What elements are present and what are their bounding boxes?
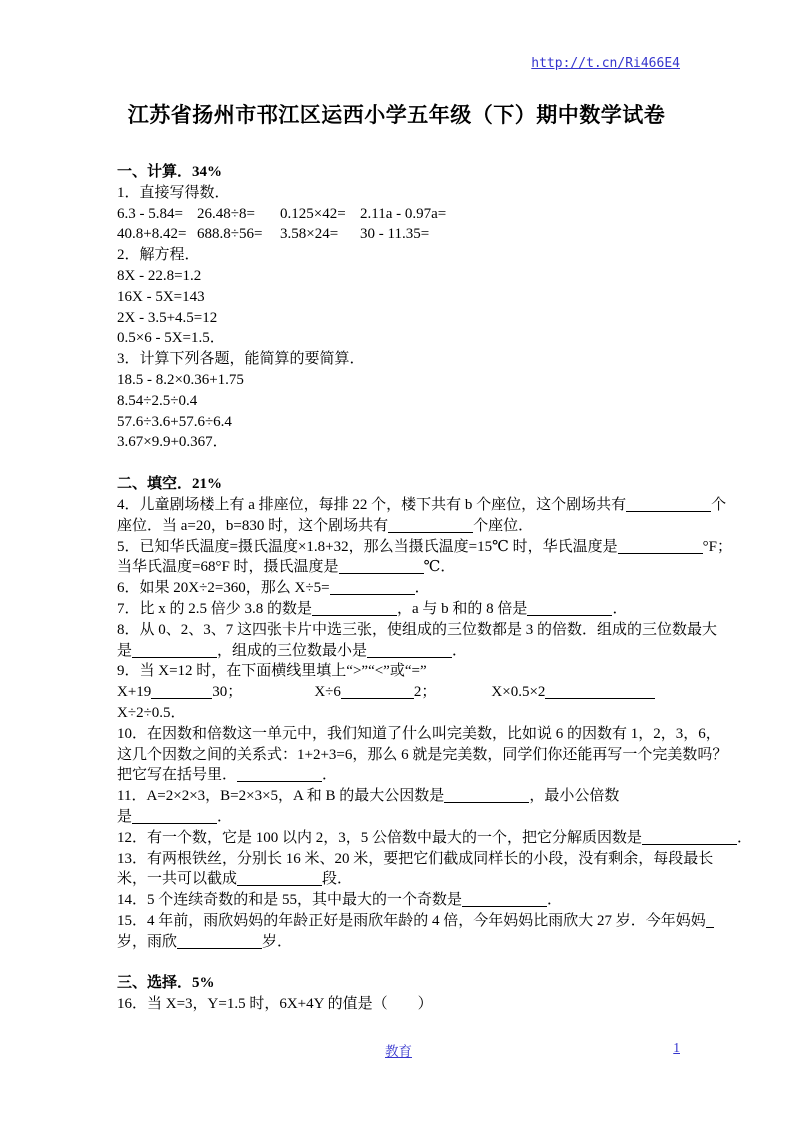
answer-blank xyxy=(462,891,547,907)
exam-line xyxy=(117,557,680,578)
exam-line xyxy=(117,682,680,703)
text-run: 是 xyxy=(117,808,133,825)
exam-line xyxy=(117,849,714,870)
text-run: 是 xyxy=(117,642,133,659)
spacer xyxy=(242,695,314,696)
text-run: 14．5 个连续奇数的和是 55，其中最大的一个奇数是 xyxy=(117,892,463,909)
exam-line xyxy=(117,932,680,953)
answer-blank xyxy=(626,496,711,512)
text-run: 个 xyxy=(711,496,727,513)
text-run: 12．有一个数，它是 100 以内 2，3，5 公倍数中最大的一个，把它分解质因数是 xyxy=(117,829,643,846)
page-footer xyxy=(117,1040,680,1060)
text-run: 8．从 0、2、3、7 这四张卡片中选三张，使组成的三位数都是 3 的倍数．组成的三位数最大 xyxy=(117,621,718,638)
text-run: ，a 与 b 和的 8 倍是 xyxy=(397,600,528,617)
section-heading: 二、填空．21% xyxy=(117,476,223,493)
text-run: 这几个因数之间的关系式：1+2+3=6，那么 6 就是完美数，同学们你还能再写一个完美数吗？ xyxy=(117,746,728,763)
answer-blank xyxy=(444,787,529,803)
text-run: X+19 xyxy=(117,684,152,701)
text-run: 米，一共可以截成 xyxy=(117,871,238,888)
answer-blank xyxy=(312,600,397,616)
exam-line xyxy=(117,349,680,370)
exam-line xyxy=(117,578,680,599)
text-run: 座位．当 a=20，b=830 时，这个剧场共有 xyxy=(117,517,389,534)
text-run: 岁，雨欣 xyxy=(117,933,178,950)
answer-blank xyxy=(330,579,415,595)
text-run: 段． xyxy=(322,871,353,888)
exam-line xyxy=(117,287,680,308)
text-run: ． xyxy=(452,642,468,659)
text-run: 岁． xyxy=(262,933,293,950)
exam-line xyxy=(117,890,680,911)
text-run: °F； xyxy=(702,538,732,555)
top-url-link[interactable]: http://t.cn/Ri466E4 xyxy=(531,56,680,71)
text-run: 3．计算下列各题，能简算的要简算． xyxy=(117,351,365,368)
text-run: ． xyxy=(322,767,338,784)
answer-blank xyxy=(132,642,217,658)
text-run: 2．解方程． xyxy=(117,247,200,264)
text-run: 当华氏温度=68°F 时，摄氏温度是 xyxy=(117,559,339,576)
answer-blank xyxy=(339,558,424,574)
text-run: ，组成的三位数最小是 xyxy=(217,642,368,659)
calc-expression: 3.58×24= xyxy=(280,226,339,243)
text-run: 7．比 x 的 2.5 倍少 3.8 的数是 xyxy=(117,600,313,617)
text-run: 4．儿童剧场楼上有 a 排座位，每排 22 个，楼下共有 b 个座位，这个剧场共有 xyxy=(117,496,627,513)
answer-blank xyxy=(151,683,212,699)
calc-expression: 6.3 - 5.84= xyxy=(117,205,183,222)
text-run: 13．有两根铁丝，分别长 16 米、20 米，要把它们截成同样长的小段，没有剩余，每段最长 xyxy=(117,850,714,867)
text-run: 把它写在括号里． xyxy=(117,767,238,784)
text-run: 18.5 - 8.2×0.36+1.75 xyxy=(117,371,244,388)
text-run: 15．4 年前，雨欣妈妈的年龄正好是雨欣年龄的 4 倍，今年妈妈比雨欣大 27 岁．今年妈妈 xyxy=(117,912,706,929)
exam-line xyxy=(117,661,680,682)
exam-line xyxy=(117,620,718,641)
exam-line xyxy=(117,994,680,1015)
section-heading: 一、计算．34% xyxy=(117,164,223,180)
text-run: 8.54÷2.5÷0.4 xyxy=(117,392,198,409)
answer-blank xyxy=(642,829,737,845)
footer-education-link[interactable]: 教育 xyxy=(385,1044,412,1059)
text-run: 10．在因数和倍数这一单元中，我们知道了什么叫完美数，比如说 6 的因数有 1，2，3，6， xyxy=(117,725,721,742)
exam-line xyxy=(117,391,680,412)
exam-line xyxy=(117,412,680,433)
text-run: 3.67×9.9+0.367． xyxy=(117,434,228,451)
exam-line xyxy=(117,328,680,349)
answer-blank xyxy=(341,683,414,699)
answer-blank xyxy=(618,538,703,554)
text-run: 16．当 X=3，Y=1.5 时，6X+4Y 的值是（ ） xyxy=(117,996,433,1013)
text-run: 11．A=2×2×3，B=2×3×5，A 和 B 的最大公因数是 xyxy=(117,788,445,805)
exam-line xyxy=(117,370,680,391)
answer-blank xyxy=(237,766,322,782)
text-run: 个座位． xyxy=(473,517,534,534)
section-gap xyxy=(117,453,680,474)
calc-expression: 2.11a - 0.97a= xyxy=(360,205,447,222)
text-run: ℃． xyxy=(423,559,456,576)
exam-line xyxy=(117,266,680,287)
answer-blank xyxy=(706,912,714,928)
text-run: 30； xyxy=(212,684,243,701)
answer-blank xyxy=(367,642,452,658)
calc-expression: 0.125×42= xyxy=(280,205,346,222)
page-title: 江苏省扬州市邗江区运西小学五年级（下）期中数学试卷 xyxy=(127,103,666,127)
section-heading: 三、选择．5% xyxy=(117,975,215,992)
text-run: 9．当 X=12 时，在下面横线里填上“>”“<”或“=” xyxy=(117,663,427,680)
exam-line xyxy=(117,308,680,329)
answer-blank xyxy=(132,808,217,824)
exam-line xyxy=(117,807,680,828)
exam-line xyxy=(117,641,680,662)
exam-line xyxy=(117,245,680,266)
text-run: X÷2÷0.5． xyxy=(117,704,186,721)
exam-line xyxy=(117,495,727,516)
text-run: X×0.5×2 xyxy=(491,684,546,701)
spacer xyxy=(436,695,491,696)
exam-line xyxy=(117,765,680,786)
text-run: 5．已知华氏温度=摄氏温度×1.8+32，那么当摄氏温度=15℃ 时，华氏温度是 xyxy=(117,538,618,555)
calc-expression: 26.48÷8= xyxy=(197,205,255,222)
text-run: ． xyxy=(547,892,563,909)
text-run: ． xyxy=(414,580,430,597)
text-run: 8X - 22.8=1.2 xyxy=(117,267,202,284)
exam-line xyxy=(117,786,680,807)
answer-blank xyxy=(177,933,262,949)
text-run: X÷6 xyxy=(314,684,341,701)
exam-line xyxy=(117,599,680,620)
section-gap xyxy=(117,952,680,973)
text-run: 2X - 3.5+4.5=12 xyxy=(117,309,218,326)
text-run: 2； xyxy=(413,684,437,701)
text-run: ． xyxy=(612,600,628,617)
calc-expression: 30 - 11.35= xyxy=(360,226,430,243)
calc-expression: 688.8÷56= xyxy=(197,226,263,243)
exam-line xyxy=(117,828,753,849)
exam-line xyxy=(117,911,706,932)
exam-line xyxy=(117,537,732,558)
text-run: ，最小公倍数 xyxy=(529,788,620,805)
exam-line xyxy=(117,724,721,745)
calc-expression: 40.8+8.42= xyxy=(117,226,187,243)
exam-line xyxy=(117,745,728,766)
calc-row xyxy=(117,204,680,225)
text-run: 6．如果 20X÷2=360，那么 X÷5= xyxy=(117,580,330,597)
exam-line xyxy=(117,183,680,204)
exam-line xyxy=(117,703,680,724)
text-run: 0.5×6 - 5X=1.5． xyxy=(117,330,225,347)
answer-blank xyxy=(527,600,612,616)
text-run: 16X - 5X=143 xyxy=(117,288,205,305)
calc-row xyxy=(117,224,680,245)
answer-blank xyxy=(388,517,473,533)
document-body xyxy=(117,162,753,1015)
page-number-link[interactable]: 1 xyxy=(673,1040,680,1055)
answer-blank xyxy=(545,683,655,699)
exam-line xyxy=(117,869,680,890)
text-run: 57.6÷3.6+57.6÷6.4 xyxy=(117,413,232,430)
text-run: ． xyxy=(737,829,753,846)
text-run: 1．直接写得数． xyxy=(117,184,230,201)
exam-line xyxy=(117,432,680,453)
text-run: ． xyxy=(217,808,233,825)
exam-line xyxy=(117,516,680,537)
answer-blank xyxy=(237,870,322,886)
